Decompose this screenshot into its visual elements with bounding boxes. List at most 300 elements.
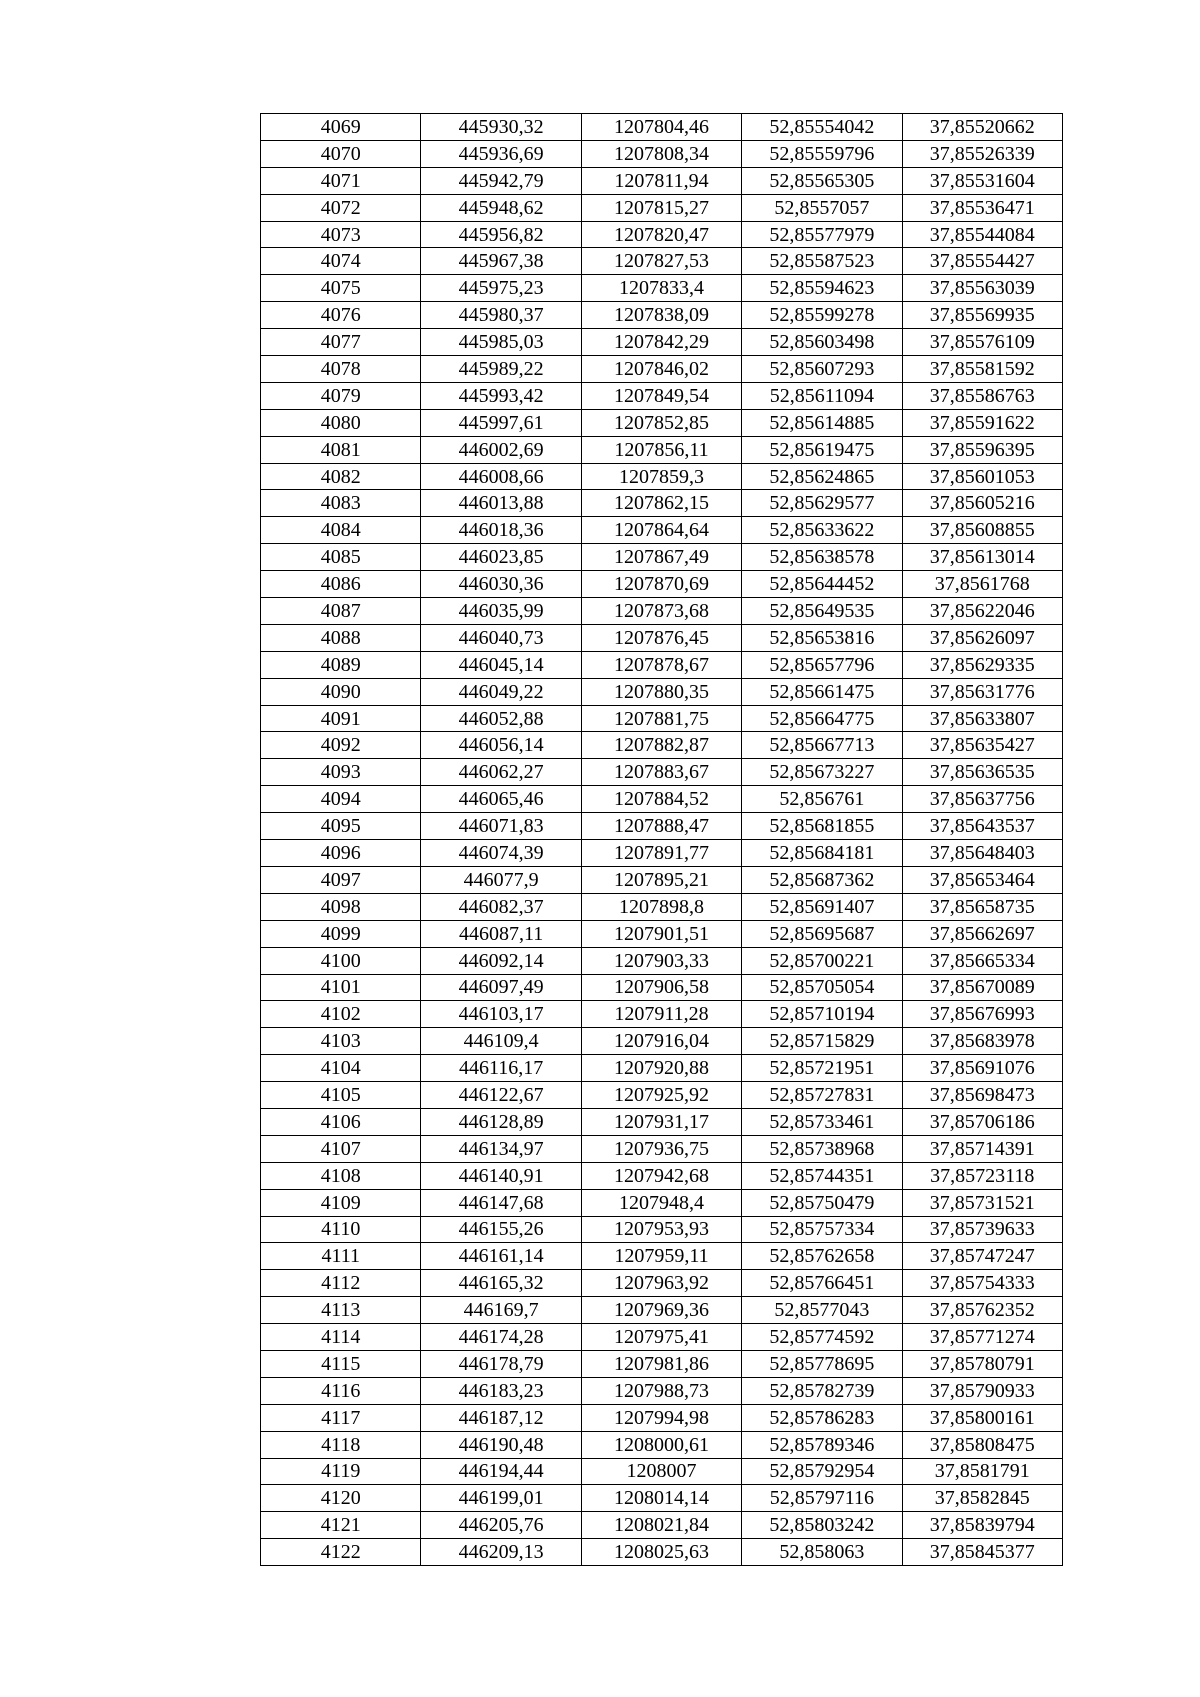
x-coordinate-cell: 446040,73 [421, 624, 581, 651]
table-row [261, 624, 1063, 651]
table-row [261, 1350, 1063, 1377]
table-row [261, 571, 1063, 598]
longitude-cell: 37,85636535 [902, 759, 1062, 786]
longitude-cell: 37,85531604 [902, 167, 1062, 194]
y-coordinate-cell: 1208025,63 [581, 1539, 741, 1566]
latitude-cell: 52,856761 [742, 786, 902, 813]
latitude-cell: 52,85803242 [742, 1512, 902, 1539]
longitude-cell: 37,85536471 [902, 194, 1062, 221]
table-row [261, 517, 1063, 544]
table-row [261, 1028, 1063, 1055]
x-coordinate-cell: 446008,66 [421, 463, 581, 490]
longitude-cell: 37,85771274 [902, 1324, 1062, 1351]
latitude-cell: 52,85721951 [742, 1055, 902, 1082]
longitude-cell: 37,85601053 [902, 463, 1062, 490]
table-row [261, 840, 1063, 867]
point-number-cell: 4120 [261, 1485, 421, 1512]
point-number-cell: 4095 [261, 813, 421, 840]
longitude-cell: 37,85723118 [902, 1162, 1062, 1189]
y-coordinate-cell: 1207888,47 [581, 813, 741, 840]
longitude-cell: 37,85839794 [902, 1512, 1062, 1539]
y-coordinate-cell: 1207838,09 [581, 302, 741, 329]
x-coordinate-cell: 446109,4 [421, 1028, 581, 1055]
y-coordinate-cell: 1207884,52 [581, 786, 741, 813]
point-number-cell: 4100 [261, 947, 421, 974]
x-coordinate-cell: 446194,44 [421, 1458, 581, 1485]
table-row [261, 1243, 1063, 1270]
longitude-cell: 37,85739633 [902, 1216, 1062, 1243]
point-number-cell: 4088 [261, 624, 421, 651]
point-number-cell: 4075 [261, 275, 421, 302]
point-number-cell: 4114 [261, 1324, 421, 1351]
longitude-cell: 37,85526339 [902, 140, 1062, 167]
point-number-cell: 4081 [261, 436, 421, 463]
longitude-cell: 37,85747247 [902, 1243, 1062, 1270]
x-coordinate-cell: 445942,79 [421, 167, 581, 194]
table-row [261, 1270, 1063, 1297]
y-coordinate-cell: 1207876,45 [581, 624, 741, 651]
latitude-cell: 52,85766451 [742, 1270, 902, 1297]
table-row [261, 759, 1063, 786]
latitude-cell: 52,85664775 [742, 705, 902, 732]
longitude-cell: 37,85591622 [902, 409, 1062, 436]
coordinates-table [260, 113, 1063, 1566]
latitude-cell: 52,85614885 [742, 409, 902, 436]
longitude-cell: 37,85648403 [902, 840, 1062, 867]
point-number-cell: 4103 [261, 1028, 421, 1055]
y-coordinate-cell: 1207852,85 [581, 409, 741, 436]
latitude-cell: 52,85649535 [742, 598, 902, 625]
longitude-cell: 37,85631776 [902, 678, 1062, 705]
longitude-cell: 37,85520662 [902, 114, 1062, 141]
x-coordinate-cell: 446209,13 [421, 1539, 581, 1566]
x-coordinate-cell: 445985,03 [421, 329, 581, 356]
point-number-cell: 4091 [261, 705, 421, 732]
y-coordinate-cell: 1207815,27 [581, 194, 741, 221]
x-coordinate-cell: 446074,39 [421, 840, 581, 867]
longitude-cell: 37,85808475 [902, 1431, 1062, 1458]
latitude-cell: 52,85695687 [742, 920, 902, 947]
y-coordinate-cell: 1207988,73 [581, 1377, 741, 1404]
x-coordinate-cell: 446065,46 [421, 786, 581, 813]
table-row [261, 813, 1063, 840]
latitude-cell: 52,85673227 [742, 759, 902, 786]
table-row [261, 194, 1063, 221]
table-row [261, 1324, 1063, 1351]
point-number-cell: 4115 [261, 1350, 421, 1377]
table-row [261, 598, 1063, 625]
longitude-cell: 37,85563039 [902, 275, 1062, 302]
latitude-cell: 52,85657796 [742, 651, 902, 678]
y-coordinate-cell: 1207846,02 [581, 356, 741, 383]
x-coordinate-cell: 446161,14 [421, 1243, 581, 1270]
point-number-cell: 4113 [261, 1297, 421, 1324]
x-coordinate-cell: 446062,27 [421, 759, 581, 786]
y-coordinate-cell: 1207911,28 [581, 1001, 741, 1028]
x-coordinate-cell: 446018,36 [421, 517, 581, 544]
x-coordinate-cell: 445956,82 [421, 221, 581, 248]
x-coordinate-cell: 446082,37 [421, 893, 581, 920]
longitude-cell: 37,85714391 [902, 1135, 1062, 1162]
y-coordinate-cell: 1207880,35 [581, 678, 741, 705]
point-number-cell: 4121 [261, 1512, 421, 1539]
y-coordinate-cell: 1207833,4 [581, 275, 741, 302]
x-coordinate-cell: 446190,48 [421, 1431, 581, 1458]
longitude-cell: 37,85731521 [902, 1189, 1062, 1216]
table-row [261, 1377, 1063, 1404]
point-number-cell: 4094 [261, 786, 421, 813]
x-coordinate-cell: 445989,22 [421, 356, 581, 383]
point-number-cell: 4084 [261, 517, 421, 544]
table-row [261, 1135, 1063, 1162]
table-row [261, 409, 1063, 436]
table-row [261, 1539, 1063, 1566]
y-coordinate-cell: 1207903,33 [581, 947, 741, 974]
table-row [261, 1297, 1063, 1324]
longitude-cell: 37,85633807 [902, 705, 1062, 732]
y-coordinate-cell: 1207878,67 [581, 651, 741, 678]
longitude-cell: 37,85658735 [902, 893, 1062, 920]
x-coordinate-cell: 446187,12 [421, 1404, 581, 1431]
point-number-cell: 4069 [261, 114, 421, 141]
table-row [261, 1162, 1063, 1189]
table-row [261, 893, 1063, 920]
table-row [261, 947, 1063, 974]
latitude-cell: 52,8557057 [742, 194, 902, 221]
table-row [261, 167, 1063, 194]
longitude-cell: 37,8582845 [902, 1485, 1062, 1512]
table-row [261, 1485, 1063, 1512]
longitude-cell: 37,85622046 [902, 598, 1062, 625]
y-coordinate-cell: 1207931,17 [581, 1108, 741, 1135]
table-row [261, 678, 1063, 705]
table-row [261, 1216, 1063, 1243]
y-coordinate-cell: 1207936,75 [581, 1135, 741, 1162]
y-coordinate-cell: 1207856,11 [581, 436, 741, 463]
point-number-cell: 4105 [261, 1082, 421, 1109]
longitude-cell: 37,85662697 [902, 920, 1062, 947]
point-number-cell: 4119 [261, 1458, 421, 1485]
point-number-cell: 4099 [261, 920, 421, 947]
point-number-cell: 4086 [261, 571, 421, 598]
point-number-cell: 4101 [261, 974, 421, 1001]
latitude-cell: 52,85684181 [742, 840, 902, 867]
point-number-cell: 4102 [261, 1001, 421, 1028]
point-number-cell: 4073 [261, 221, 421, 248]
y-coordinate-cell: 1207916,04 [581, 1028, 741, 1055]
longitude-cell: 37,85626097 [902, 624, 1062, 651]
y-coordinate-cell: 1207891,77 [581, 840, 741, 867]
y-coordinate-cell: 1207959,11 [581, 1243, 741, 1270]
point-number-cell: 4092 [261, 732, 421, 759]
y-coordinate-cell: 1207881,75 [581, 705, 741, 732]
point-number-cell: 4070 [261, 140, 421, 167]
latitude-cell: 52,85786283 [742, 1404, 902, 1431]
latitude-cell: 52,85792954 [742, 1458, 902, 1485]
point-number-cell: 4117 [261, 1404, 421, 1431]
latitude-cell: 52,85644452 [742, 571, 902, 598]
latitude-cell: 52,85778695 [742, 1350, 902, 1377]
latitude-cell: 52,85757334 [742, 1216, 902, 1243]
x-coordinate-cell: 446147,68 [421, 1189, 581, 1216]
latitude-cell: 52,85750479 [742, 1189, 902, 1216]
table-row [261, 1082, 1063, 1109]
latitude-cell: 52,85599278 [742, 302, 902, 329]
y-coordinate-cell: 1207870,69 [581, 571, 741, 598]
y-coordinate-cell: 1208021,84 [581, 1512, 741, 1539]
table-row [261, 356, 1063, 383]
latitude-cell: 52,85710194 [742, 1001, 902, 1028]
longitude-cell: 37,85554427 [902, 248, 1062, 275]
y-coordinate-cell: 1207975,41 [581, 1324, 741, 1351]
x-coordinate-cell: 446056,14 [421, 732, 581, 759]
latitude-cell: 52,85762658 [742, 1243, 902, 1270]
longitude-cell: 37,85683978 [902, 1028, 1062, 1055]
x-coordinate-cell: 446183,23 [421, 1377, 581, 1404]
point-number-cell: 4079 [261, 382, 421, 409]
table-row [261, 490, 1063, 517]
x-coordinate-cell: 446134,97 [421, 1135, 581, 1162]
longitude-cell: 37,85613014 [902, 544, 1062, 571]
latitude-cell: 52,85774592 [742, 1324, 902, 1351]
latitude-cell: 52,85733461 [742, 1108, 902, 1135]
x-coordinate-cell: 446013,88 [421, 490, 581, 517]
latitude-cell: 52,85611094 [742, 382, 902, 409]
point-number-cell: 4096 [261, 840, 421, 867]
longitude-cell: 37,85698473 [902, 1082, 1062, 1109]
point-number-cell: 4082 [261, 463, 421, 490]
x-coordinate-cell: 446035,99 [421, 598, 581, 625]
x-coordinate-cell: 445930,32 [421, 114, 581, 141]
latitude-cell: 52,85797116 [742, 1485, 902, 1512]
longitude-cell: 37,85581592 [902, 356, 1062, 383]
table-row [261, 302, 1063, 329]
longitude-cell: 37,8581791 [902, 1458, 1062, 1485]
latitude-cell: 52,85738968 [742, 1135, 902, 1162]
y-coordinate-cell: 1207827,53 [581, 248, 741, 275]
y-coordinate-cell: 1207864,64 [581, 517, 741, 544]
table-row [261, 866, 1063, 893]
longitude-cell: 37,8561768 [902, 571, 1062, 598]
x-coordinate-cell: 446169,7 [421, 1297, 581, 1324]
y-coordinate-cell: 1207901,51 [581, 920, 741, 947]
latitude-cell: 52,85744351 [742, 1162, 902, 1189]
point-number-cell: 4090 [261, 678, 421, 705]
latitude-cell: 52,85619475 [742, 436, 902, 463]
longitude-cell: 37,85670089 [902, 974, 1062, 1001]
longitude-cell: 37,85596395 [902, 436, 1062, 463]
y-coordinate-cell: 1207859,3 [581, 463, 741, 490]
point-number-cell: 4074 [261, 248, 421, 275]
x-coordinate-cell: 446049,22 [421, 678, 581, 705]
longitude-cell: 37,85605216 [902, 490, 1062, 517]
table-row [261, 275, 1063, 302]
x-coordinate-cell: 445980,37 [421, 302, 581, 329]
table-row [261, 920, 1063, 947]
x-coordinate-cell: 446077,9 [421, 866, 581, 893]
y-coordinate-cell: 1207820,47 [581, 221, 741, 248]
y-coordinate-cell: 1207969,36 [581, 1297, 741, 1324]
x-coordinate-cell: 446092,14 [421, 947, 581, 974]
y-coordinate-cell: 1207862,15 [581, 490, 741, 517]
latitude-cell: 52,85638578 [742, 544, 902, 571]
table-row [261, 221, 1063, 248]
latitude-cell: 52,85681855 [742, 813, 902, 840]
latitude-cell: 52,85667713 [742, 732, 902, 759]
table-row [261, 1055, 1063, 1082]
y-coordinate-cell: 1208000,61 [581, 1431, 741, 1458]
longitude-cell: 37,85643537 [902, 813, 1062, 840]
x-coordinate-cell: 446030,36 [421, 571, 581, 598]
point-number-cell: 4109 [261, 1189, 421, 1216]
table-row [261, 382, 1063, 409]
table-row [261, 1001, 1063, 1028]
latitude-cell: 52,85565305 [742, 167, 902, 194]
y-coordinate-cell: 1207942,68 [581, 1162, 741, 1189]
x-coordinate-cell: 446052,88 [421, 705, 581, 732]
point-number-cell: 4116 [261, 1377, 421, 1404]
longitude-cell: 37,85665334 [902, 947, 1062, 974]
x-coordinate-cell: 446140,91 [421, 1162, 581, 1189]
y-coordinate-cell: 1207882,87 [581, 732, 741, 759]
point-number-cell: 4108 [261, 1162, 421, 1189]
y-coordinate-cell: 1207804,46 [581, 114, 741, 141]
longitude-cell: 37,85676993 [902, 1001, 1062, 1028]
table-row [261, 463, 1063, 490]
longitude-cell: 37,85845377 [902, 1539, 1062, 1566]
x-coordinate-cell: 445967,38 [421, 248, 581, 275]
longitude-cell: 37,85637756 [902, 786, 1062, 813]
latitude-cell: 52,8577043 [742, 1297, 902, 1324]
x-coordinate-cell: 445997,61 [421, 409, 581, 436]
x-coordinate-cell: 445948,62 [421, 194, 581, 221]
table-row [261, 974, 1063, 1001]
longitude-cell: 37,85800161 [902, 1404, 1062, 1431]
latitude-cell: 52,85715829 [742, 1028, 902, 1055]
latitude-cell: 52,85782739 [742, 1377, 902, 1404]
x-coordinate-cell: 446155,26 [421, 1216, 581, 1243]
x-coordinate-cell: 446205,76 [421, 1512, 581, 1539]
latitude-cell: 52,85587523 [742, 248, 902, 275]
y-coordinate-cell: 1207981,86 [581, 1350, 741, 1377]
y-coordinate-cell: 1207895,21 [581, 866, 741, 893]
y-coordinate-cell: 1207963,92 [581, 1270, 741, 1297]
latitude-cell: 52,85727831 [742, 1082, 902, 1109]
y-coordinate-cell: 1207948,4 [581, 1189, 741, 1216]
longitude-cell: 37,85706186 [902, 1108, 1062, 1135]
y-coordinate-cell: 1207906,58 [581, 974, 741, 1001]
longitude-cell: 37,85780791 [902, 1350, 1062, 1377]
longitude-cell: 37,85586763 [902, 382, 1062, 409]
x-coordinate-cell: 446002,69 [421, 436, 581, 463]
y-coordinate-cell: 1207953,93 [581, 1216, 741, 1243]
latitude-cell: 52,85705054 [742, 974, 902, 1001]
table-row [261, 1404, 1063, 1431]
point-number-cell: 4111 [261, 1243, 421, 1270]
table-row [261, 114, 1063, 141]
point-number-cell: 4104 [261, 1055, 421, 1082]
point-number-cell: 4078 [261, 356, 421, 383]
latitude-cell: 52,85633622 [742, 517, 902, 544]
x-coordinate-cell: 445936,69 [421, 140, 581, 167]
table-row [261, 705, 1063, 732]
x-coordinate-cell: 446122,67 [421, 1082, 581, 1109]
coordinates-table-body [261, 114, 1063, 1566]
latitude-cell: 52,85687362 [742, 866, 902, 893]
point-number-cell: 4076 [261, 302, 421, 329]
y-coordinate-cell: 1207873,68 [581, 598, 741, 625]
point-number-cell: 4077 [261, 329, 421, 356]
point-number-cell: 4080 [261, 409, 421, 436]
longitude-cell: 37,85608855 [902, 517, 1062, 544]
latitude-cell: 52,85607293 [742, 356, 902, 383]
point-number-cell: 4093 [261, 759, 421, 786]
x-coordinate-cell: 446103,17 [421, 1001, 581, 1028]
y-coordinate-cell: 1207842,29 [581, 329, 741, 356]
latitude-cell: 52,858063 [742, 1539, 902, 1566]
point-number-cell: 4083 [261, 490, 421, 517]
y-coordinate-cell: 1207994,98 [581, 1404, 741, 1431]
x-coordinate-cell: 445975,23 [421, 275, 581, 302]
latitude-cell: 52,85700221 [742, 947, 902, 974]
latitude-cell: 52,85559796 [742, 140, 902, 167]
longitude-cell: 37,85629335 [902, 651, 1062, 678]
latitude-cell: 52,85661475 [742, 678, 902, 705]
x-coordinate-cell: 446199,01 [421, 1485, 581, 1512]
x-coordinate-cell: 446178,79 [421, 1350, 581, 1377]
point-number-cell: 4110 [261, 1216, 421, 1243]
point-number-cell: 4098 [261, 893, 421, 920]
longitude-cell: 37,85790933 [902, 1377, 1062, 1404]
y-coordinate-cell: 1208007 [581, 1458, 741, 1485]
longitude-cell: 37,85653464 [902, 866, 1062, 893]
x-coordinate-cell: 446174,28 [421, 1324, 581, 1351]
table-row [261, 786, 1063, 813]
latitude-cell: 52,85653816 [742, 624, 902, 651]
table-row [261, 436, 1063, 463]
table-row [261, 248, 1063, 275]
y-coordinate-cell: 1207925,92 [581, 1082, 741, 1109]
latitude-cell: 52,85594623 [742, 275, 902, 302]
longitude-cell: 37,85576109 [902, 329, 1062, 356]
table-row [261, 1458, 1063, 1485]
point-number-cell: 4072 [261, 194, 421, 221]
latitude-cell: 52,85554042 [742, 114, 902, 141]
longitude-cell: 37,85544084 [902, 221, 1062, 248]
y-coordinate-cell: 1208014,14 [581, 1485, 741, 1512]
y-coordinate-cell: 1207920,88 [581, 1055, 741, 1082]
y-coordinate-cell: 1207898,8 [581, 893, 741, 920]
latitude-cell: 52,85603498 [742, 329, 902, 356]
point-number-cell: 4112 [261, 1270, 421, 1297]
table-row [261, 329, 1063, 356]
x-coordinate-cell: 446023,85 [421, 544, 581, 571]
latitude-cell: 52,85577979 [742, 221, 902, 248]
y-coordinate-cell: 1207867,49 [581, 544, 741, 571]
x-coordinate-cell: 446071,83 [421, 813, 581, 840]
longitude-cell: 37,85754333 [902, 1270, 1062, 1297]
latitude-cell: 52,85691407 [742, 893, 902, 920]
point-number-cell: 4085 [261, 544, 421, 571]
longitude-cell: 37,85691076 [902, 1055, 1062, 1082]
point-number-cell: 4122 [261, 1539, 421, 1566]
table-row [261, 1108, 1063, 1135]
longitude-cell: 37,85569935 [902, 302, 1062, 329]
point-number-cell: 4106 [261, 1108, 421, 1135]
point-number-cell: 4118 [261, 1431, 421, 1458]
x-coordinate-cell: 446128,89 [421, 1108, 581, 1135]
y-coordinate-cell: 1207849,54 [581, 382, 741, 409]
